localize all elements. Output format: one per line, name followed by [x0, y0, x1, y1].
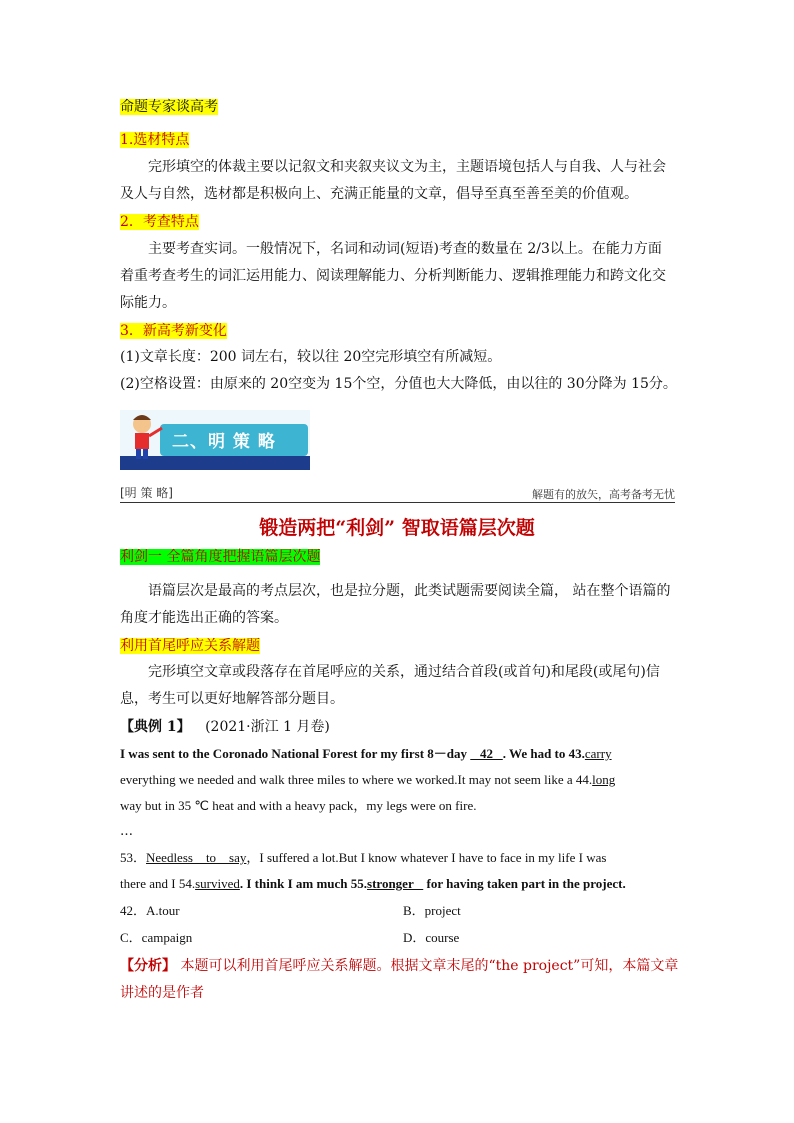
option-a: 42．A.tour — [120, 903, 180, 918]
option-b: B．project — [403, 903, 461, 918]
passage-line-5: 53．Needless to say，I suffered a lot.But I know whatever I have to face in my life I was — [120, 850, 607, 865]
section-1-body: 完形填空的体裁主要以记叙文和夹叙夹议文为主，主题语境包括人与自我、人与社会及人与自然，选材都是积极向上、充满正能量的文章，倡导至真至善至美的价值观。 — [120, 159, 666, 202]
passage-line-6: there and I 54.survived. I think I am much 55.stronger for having taken part in the project. — [120, 876, 626, 891]
analysis-line-2: 讲述的是作者 — [120, 985, 204, 1001]
option-c: C．campaign — [120, 930, 193, 945]
section-1-title: 1.选材特点 — [120, 132, 190, 148]
section-3-title: 3．新高考新变化 — [120, 323, 227, 339]
strategy-banner — [120, 410, 310, 470]
main-title: 锻造两把“利剑” 智取语篇层次题 — [259, 517, 535, 539]
section-bar-label: [明 策 略] — [120, 486, 173, 500]
sword-1-label: 利剑一 全篇角度把握语篇层次题 — [120, 549, 321, 565]
header-label: 命题专家谈高考 — [120, 99, 218, 115]
section-3-item-1: (1)文章长度：200 词左右，较以往 20空完形填空有所减短。 — [120, 349, 502, 365]
passage-line-2: everything we needed and walk three miles to where we worked.It may not seem like a 44.long — [120, 772, 616, 787]
technique-body: 完形填空文章或段落存在首尾呼应的关系，通过结合首段(或首句)和尾段(或尾句)信息，考生可以更好地解答部分题目。 — [120, 664, 660, 707]
strategy-section-bar — [120, 484, 675, 503]
passage-ellipsis: … — [120, 824, 133, 839]
section-bar-slogan: 解题有的放矢，高考备考无忧 — [532, 488, 675, 501]
technique-label: 利用首尾呼应关系解题 — [120, 638, 260, 654]
example-header: 【典例 1】 (2021·浙江 1 月卷) — [120, 719, 330, 735]
passage-line-1: I was sent to the Coronado National Forest for my first 8－day 42 . We had to 43.carry — [120, 746, 612, 761]
analysis-line-1: 【分析】 本题可以利用首尾呼应关系解题。根据文章末尾的“the project”可知，本篇文章 — [120, 958, 679, 974]
banner-text: 二、明 策 略 — [172, 432, 276, 452]
section-2-body: 主要考查实词。一般情况下，名词和动词(短语)考查的数量在 2/3以上。在能力方面着重考查考生的词汇运用能力、阅读理解能力、分析判断能力、逻辑推理能力和跨文化交际能力。 — [120, 241, 666, 311]
passage-line-3: way but in 35 ℃ heat and with a heavy pack，my legs were on fire. — [120, 798, 477, 813]
blank-42: 42 — [470, 746, 503, 761]
section-3-item-2: (2)空格设置：由原来的 20空变为 15个空，分值也大大降低，由以往的 30分降为 15分。 — [120, 376, 677, 392]
sword-1-body: 语篇层次是最高的考点层次，也是拉分题，此类试题需要阅读全篇， 站在整个语篇的角度才能选出正确的答案。 — [120, 583, 671, 626]
section-2-title: 2．考查特点 — [120, 214, 199, 230]
option-d: D．course — [403, 930, 460, 945]
